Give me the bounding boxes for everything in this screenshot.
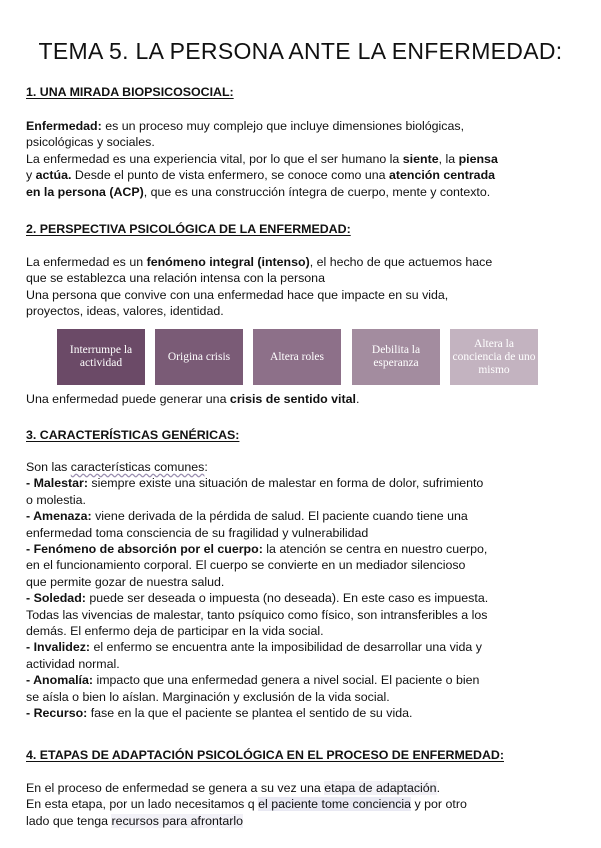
section-3-body: Son las características comunes: - Malestar: siempre existe una situación de malestar en forma de dolor, sufrimiento o molestia. - Amenaza: viene derivada de la pérdida de salud. El paciente cuando tiene una enfermedad toma consciencia de su fragilidad y vulnerabilidad - Fenómeno de absorción por el cuerpo: la atención se centra en nuestro cuerpo, en el funcionamiento corporal. El cuerpo se convierte en un mediador silencioso que permite gozar de nuestra salud. - Soledad: puede ser deseada o impuesta (no deseada). En este caso es impuesta. Todas las vivencias de malestar, tanto psíquico como físico, son intransferibles a los demás. El enfermo deja de participar en la vida social. - Invalidez: el enfermo se encuentra ante la imposibilidad de desarrollar una vida y actividad normal. - Anomalía: impacto que una enfermedad genera a nivel social. El paciente o bien se aísla o bien lo aíslan. Marginación y exclusión de la vida social. - Recurso: fase en la que el paciente se plantea el sentido de su vida. [26,459,582,722]
s2-line-1: La enfermedad es un fenómeno integral (intenso), el hecho de que actuemos hace [26,255,493,269]
section-2-heading: 2. PERSPECTIVA PSICOLÓGICA DE LA ENFERMEDAD: [26,222,351,236]
s2-line-2: que se establezca una relación intensa con la persona [26,271,325,286]
item-invalidez: - Invalidez: el enfermo se encuentra ante la imposibilidad de desarrollar una vida y [26,640,482,655]
s4-line-2: En esta etapa, por un lado necesitamos q el paciente tome conciencia y por otro [26,797,467,812]
impact-box-altera-roles: Altera roles [253,329,341,385]
section-2-body [26,254,582,320]
section-2-conclusion: Una enfermedad puede generar una crisis de sentido vital. [26,392,360,406]
s1-line-1: Enfermedad: es un proceso muy complejo que incluye dimensiones biológicas, [26,119,465,133]
s2-line-3: Una persona que convive con una enfermedad hace que impacte en su vida, [26,287,449,302]
impact-box-altera-conciencia: Altera la conciencia de uno mismo [450,329,538,385]
s4-line-1: En el proceso de enfermedad se genera a su vez una etapa de adaptación. [26,781,441,795]
section-3-heading: 3. CARACTERÍSTICAS GENÉRICAS: [26,428,240,442]
page-title: TEMA 5. LA PERSONA ANTE LA ENFERMEDAD: [38,38,563,64]
impact-box-interrumpe: Interrumpe la actividad [57,329,145,385]
section-4-heading: 4. ETAPAS DE ADAPTACIÓN PSICOLÓGICA EN EL PROCESO DE ENFERMEDAD: [26,748,504,762]
section-4-body [26,780,582,829]
impact-box-origina-crisis: Origina crisis [155,329,243,385]
s4-line-3: lado que tenga recursos para afrontarlo [26,813,243,828]
item-recurso: - Recurso: fase en la que el paciente se plantea el sentido de su vida. [26,706,413,721]
impact-box-debilita-esperanza: Debilita la esperanza [352,329,440,385]
item-malestar: - Malestar: siempre existe una situación de malestar en forma de dolor, sufrimiento [26,476,484,491]
item-absorcion: - Fenómeno de absorción por el cuerpo: la atención se centra en nuestro cuerpo, [26,542,488,557]
s1-line-2: psicológicas y sociales. [26,135,155,150]
s1-line-4: y actúa. Desde el punto de vista enfermero, se conoce como una atención centrada [26,168,496,183]
s3-intro: Son las características comunes: [26,460,208,474]
item-anomalia: - Anomalía: impacto que una enfermedad genera a nivel social. El paciente o bien [26,673,480,688]
s2-line-4: proyectos, ideas, valores, identidad. [26,304,224,319]
item-amenaza: - Amenaza: viene derivada de la pérdida de salud. El paciente cuando tiene una [26,509,468,524]
section-1-body [26,118,582,200]
section-1-heading: 1. UNA MIRADA BIOPSICOSOCIAL: [26,85,234,99]
item-soledad: - Soledad: puede ser deseada o impuesta (no deseada). En este caso es impuesta. [26,591,489,606]
s1-line-3: La enfermedad es una experiencia vital, por lo que el ser humano la siente, la piensa [26,151,498,166]
s1-line-5: en la persona (ACP), que es una construcción íntegra de cuerpo, mente y contexto. [26,184,491,199]
